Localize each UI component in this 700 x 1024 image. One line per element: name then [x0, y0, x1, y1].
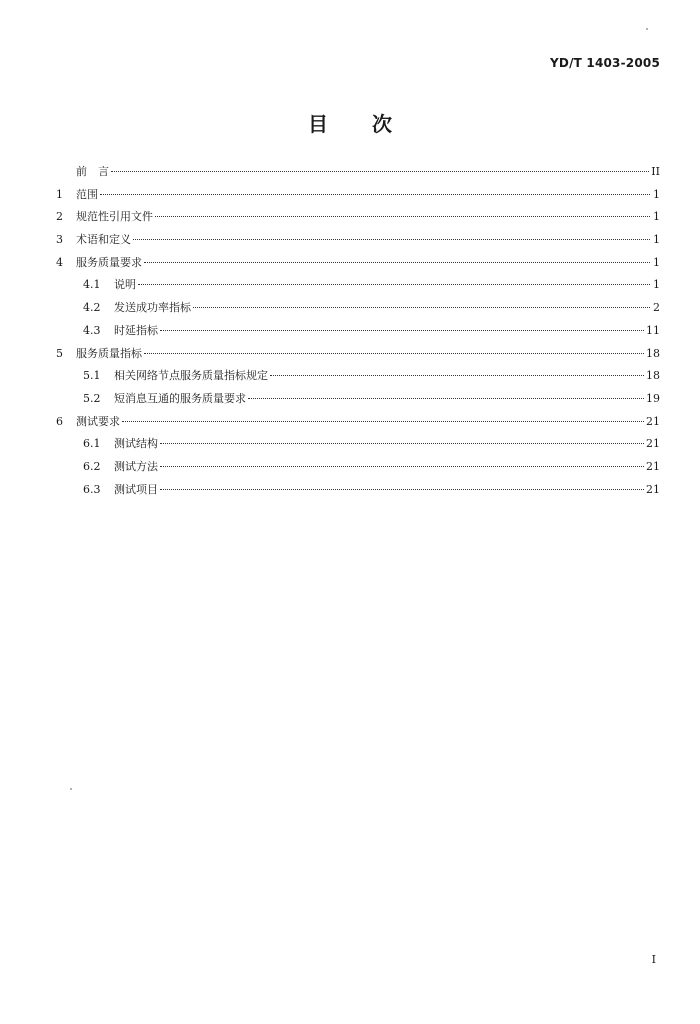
toc-entry-page: 1 — [653, 255, 660, 269]
toc-entry[interactable] — [56, 186, 660, 209]
toc-entry-title: 测试结构 — [114, 437, 158, 451]
toc-entry-number: 4.3 — [83, 323, 101, 337]
toc-entry-page: 2 — [653, 301, 660, 315]
toc-entry-title: 相关网络节点服务质量指标规定 — [114, 369, 268, 383]
dot-leader — [160, 443, 644, 444]
dot-leader — [100, 194, 650, 195]
dot-leader — [111, 171, 649, 172]
toc-entry-title: 术语和定义 — [76, 233, 131, 247]
dot-leader — [138, 284, 650, 285]
toc-entry[interactable] — [56, 345, 660, 368]
dot-leader — [144, 353, 644, 354]
dot-leader — [160, 330, 644, 331]
toc-entry-number: 4.2 — [83, 301, 101, 315]
toc-entry-number: 1 — [56, 187, 63, 201]
toc-entry-title: 前 言 — [76, 165, 109, 178]
dot-leader — [160, 466, 644, 467]
toc-entry-title: 说明 — [114, 278, 136, 292]
toc-entry-page: II — [651, 165, 660, 178]
toc-entry-page: 1 — [653, 210, 660, 224]
toc-entry-title: 规范性引用文件 — [76, 210, 153, 224]
toc-entry-page: 11 — [646, 323, 660, 337]
dot-leader — [144, 262, 650, 263]
toc-entry[interactable] — [56, 208, 660, 231]
toc-entry-page: 21 — [646, 482, 660, 496]
toc-entry-page: 1 — [653, 233, 660, 247]
page-number: I — [651, 953, 656, 966]
toc-entry-number: 3 — [56, 233, 63, 247]
toc-entry-title: 范围 — [76, 187, 98, 201]
toc-entry[interactable] — [56, 367, 660, 390]
dot-leader — [270, 375, 644, 376]
toc-entry[interactable] — [56, 435, 660, 458]
toc-entry-title: 测试要求 — [76, 414, 120, 428]
toc-entry-page: 21 — [646, 414, 660, 428]
dot-leader — [193, 307, 650, 308]
dot-leader — [248, 398, 644, 399]
toc-entry-number: 6.3 — [83, 482, 101, 496]
dot-leader — [155, 216, 650, 217]
toc-entry-number: 2 — [56, 210, 63, 224]
page-title: 目次 — [308, 112, 436, 136]
toc-entry[interactable] — [56, 390, 660, 413]
toc-entry-page: 1 — [653, 187, 660, 201]
toc-entry-number: 5 — [56, 346, 63, 360]
toc-entry-number: 5.1 — [83, 369, 101, 383]
toc-entry-number: 5.2 — [83, 391, 101, 405]
toc-entry[interactable] — [56, 276, 660, 299]
toc-entry-page: 21 — [646, 437, 660, 451]
toc-entry-title: 测试方法 — [114, 459, 158, 473]
toc-entry-title: 时延指标 — [114, 323, 158, 337]
toc-entry[interactable] — [56, 322, 660, 345]
table-of-contents — [56, 163, 660, 503]
toc-entry-page: 21 — [646, 459, 660, 473]
toc-entry[interactable] — [56, 299, 660, 322]
toc-entry-number: 6 — [56, 414, 63, 428]
toc-entry-title: 服务质量指标 — [76, 346, 142, 360]
toc-entry-number: 6.2 — [83, 459, 101, 473]
toc-entry-number: 4.1 — [83, 278, 101, 292]
toc-entry[interactable] — [56, 413, 660, 436]
dot-leader — [122, 421, 644, 422]
scan-speck — [646, 28, 648, 30]
toc-entry-number: 4 — [56, 255, 63, 269]
dot-leader — [133, 239, 650, 240]
scan-speck — [70, 788, 72, 790]
toc-entry[interactable] — [56, 231, 660, 254]
toc-entry-page: 18 — [646, 369, 660, 383]
toc-entry-page: 1 — [653, 278, 660, 292]
toc-entry-title: 短消息互通的服务质量要求 — [114, 391, 246, 405]
toc-entry-title: 服务质量要求 — [76, 255, 142, 269]
toc-entry[interactable] — [56, 481, 660, 504]
toc-entry-page: 19 — [646, 391, 660, 405]
toc-entry-page: 18 — [646, 346, 660, 360]
toc-entry[interactable] — [56, 254, 660, 277]
toc-entry-title: 发送成功率指标 — [114, 301, 191, 315]
toc-entry-number: 6.1 — [83, 437, 101, 451]
toc-entry[interactable] — [56, 458, 660, 481]
toc-entry[interactable] — [56, 163, 660, 186]
toc-entry-title: 测试项目 — [114, 482, 158, 496]
dot-leader — [160, 489, 644, 490]
document-code: YD/T 1403-2005 — [550, 56, 660, 70]
